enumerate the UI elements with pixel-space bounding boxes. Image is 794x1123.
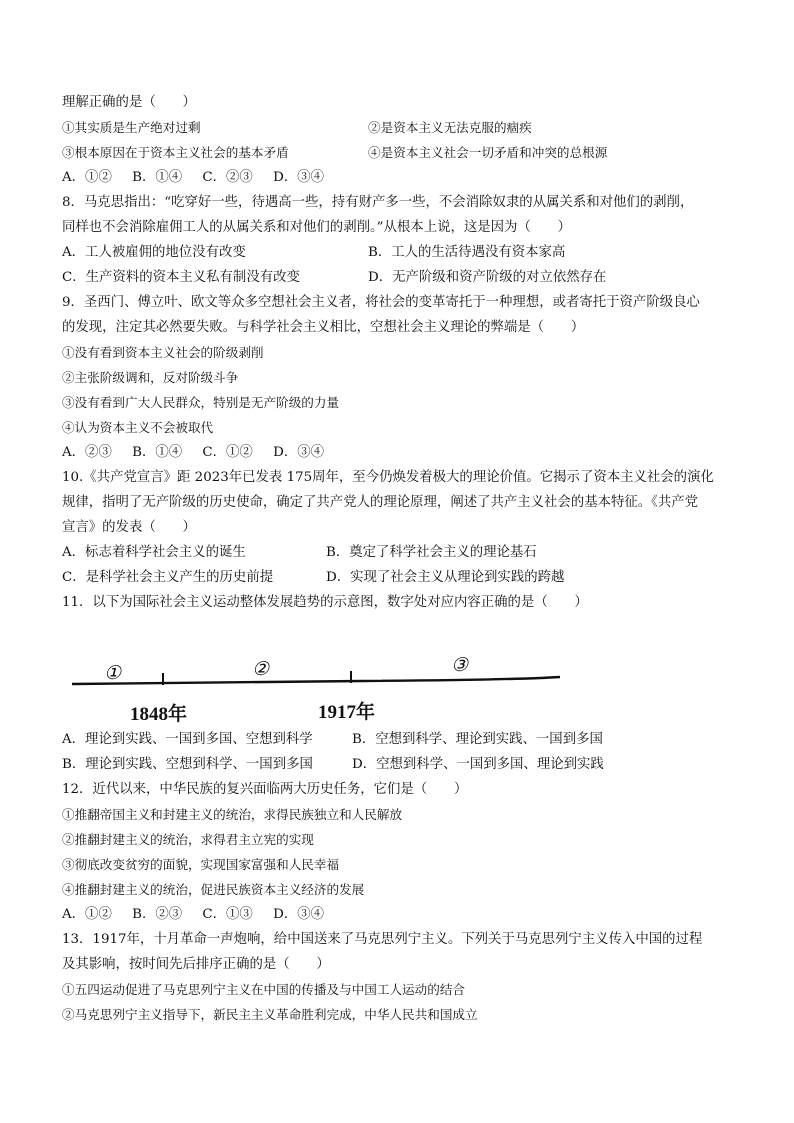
- q11-choices-row2: [62, 752, 734, 777]
- q9-statement-1: ①没有看到资本主义社会的阶级剥削: [62, 345, 264, 360]
- q12-statement-2: ②推翻封建主义的统治，求得君主立宪的实现: [62, 832, 314, 847]
- q9-statement-3: ③没有看到广大人民群众，特别是无产阶级的力量: [62, 395, 340, 410]
- q10-stem-line1: 10.《共产党宣言》距 2023年已发表 175周年，至今仍焕发着极大的理论价值。它揭示了资本主义社会的演化: [62, 470, 714, 485]
- q11-timeline-diagram: [62, 619, 734, 727]
- q7-stem-tail: 理解正确的是（ ）: [62, 95, 196, 110]
- q9-stem-line1: 9．圣西门、傅立叶、欧文等众多空想社会主义者，将社会的变革寄托于一种理想，或者寄托于资产阶级良心: [62, 295, 700, 310]
- q12-choice-b[interactable]: B．②③: [132, 907, 183, 922]
- q8-choices-row2: [62, 265, 734, 290]
- q7-statements-row1: [62, 115, 734, 140]
- timeline-label-2: ②: [252, 658, 270, 680]
- q8-choice-d[interactable]: D．无产阶级和资产阶级的对立依然存在: [368, 270, 607, 285]
- timeline-year-1917: 1917年: [318, 702, 376, 723]
- q9-statement-4: ④认为资本主义不会被取代: [62, 420, 214, 435]
- q9-choices: [62, 440, 734, 465]
- q12-statement-3: ③彻底改变贫穷的面貌，实现国家富强和人民幸福: [62, 857, 340, 872]
- q7-statement-3: ③根本原因在于资本主义社会的基本矛盾: [62, 145, 289, 160]
- q13-statement-2: ②马克思列宁主义指导下，新民主主义革命胜利完成，中华人民共和国成立: [62, 1007, 478, 1022]
- q7-choice-c[interactable]: C．②③: [202, 170, 253, 185]
- q7-statements-row2: [62, 140, 734, 165]
- q10-choice-d[interactable]: D．实现了社会主义从理论到实践的跨越: [326, 570, 565, 585]
- q7-statement-1: ①其实质是生产绝对过剩: [62, 120, 201, 135]
- q9-choice-c[interactable]: C．①②: [202, 445, 253, 460]
- q12-choice-d[interactable]: D．③④: [273, 907, 324, 922]
- q13-statement-1: ①五四运动促进了马克思列宁主义在中国的传播及与中国工人运动的结合: [62, 982, 465, 997]
- q13-stem-line2: 及其影响，按时间先后排序正确的是（ ）: [62, 957, 330, 972]
- timeline-year-1848: 1848年: [130, 704, 188, 725]
- q8-choices-row1: [62, 240, 734, 265]
- q7-statement-2: ②是资本主义无法克服的痼疾: [368, 120, 532, 135]
- q7-choice-b[interactable]: B．①④: [132, 170, 183, 185]
- timeline-axis-line: [72, 677, 560, 684]
- q9-choice-a[interactable]: A．②③: [62, 445, 112, 460]
- q10-stem-line3: 宣言》的发表（ ）: [62, 520, 196, 535]
- q11-choice-a[interactable]: A．理论到实践、一国到多国、空想到科学: [62, 732, 313, 747]
- q7-statement-4: ④是资本主义社会一切矛盾和冲突的总根源: [368, 145, 608, 160]
- q12-choices: [62, 902, 734, 927]
- q9-choice-d[interactable]: D．③④: [273, 445, 324, 460]
- timeline-label-3: ③: [451, 654, 469, 676]
- q7-choice-a[interactable]: A．①②: [62, 170, 112, 185]
- q9-choice-b[interactable]: B．①④: [132, 445, 183, 460]
- q10-choice-a[interactable]: A．标志着科学社会主义的诞生: [62, 545, 246, 560]
- q8-choice-c[interactable]: C．生产资料的资本主义私有制没有改变: [62, 270, 300, 285]
- q10-choice-b[interactable]: B．奠定了科学社会主义的理论基石: [326, 545, 537, 560]
- q12-statement-1: ①推翻帝国主义和封建主义的统治，求得民族独立和人民解放: [62, 807, 403, 822]
- q9-stem-line2: 的发现，注定其必然要失败。与科学社会主义相比，空想社会主义理论的弊端是（ ）: [62, 320, 585, 335]
- q12-choice-c[interactable]: C．①③: [202, 907, 253, 922]
- q12-choice-a[interactable]: A．①②: [62, 907, 112, 922]
- exam-page: [62, 90, 734, 1027]
- q11-choice-d[interactable]: D．空想到科学、一国到多国、理论到实践: [352, 757, 604, 772]
- q11-choice-c[interactable]: B．理论到实践、空想到科学、一国到多国: [62, 757, 313, 772]
- q11-choice-b[interactable]: B．空想到科学、理论到实践、一国到多国: [352, 732, 603, 747]
- timeline-label-1: ①: [104, 662, 122, 684]
- q12-statement-4: ④推翻封建主义的统治，促进民族资本主义经济的发展: [62, 882, 365, 897]
- q12-stem-line1: 12．近代以来，中华民族的复兴面临两大历史任务，它们是（ ）: [62, 782, 468, 797]
- q8-stem-line1: 8．马克思指出：“吃穿好一些，待遇高一些，持有财产多一些，不会消除奴隶的从属关系和对他们的剥削，: [62, 195, 694, 210]
- q10-choices-row1: [62, 540, 734, 565]
- q11-choices-row1: [62, 727, 734, 752]
- q7-choices: [62, 165, 734, 190]
- q11-stem-line1: 11．以下为国际社会主义运动整体发展趋势的示意图，数字处对应内容正确的是（ ）: [62, 595, 588, 610]
- q10-stem-line2: 规律，指明了无产阶级的历史使命，确定了共产党人的理论原理，阐述了共产主义社会的基本特征。《共产党: [62, 495, 699, 510]
- q8-choice-b[interactable]: B．工人的生活待遇没有资本家高: [368, 245, 566, 260]
- q8-stem-line2: 同样也不会消除雇佣工人的从属关系和对他们的剥削。”从根本上说，这是因为（ ）: [62, 220, 571, 235]
- q8-choice-a[interactable]: A．工人被雇佣的地位没有改变: [62, 245, 246, 260]
- q13-stem-line1: 13．1917年，十月革命一声炮响，给中国送来了马克思列宁主义。下列关于马克思列宁主义传入中国的过程: [62, 932, 703, 947]
- q9-statement-2: ②主张阶级调和，反对阶级斗争: [62, 370, 239, 385]
- q10-choice-c[interactable]: C．是科学社会主义产生的历史前提: [62, 570, 274, 585]
- q10-choices-row2: [62, 565, 734, 590]
- q7-choice-d[interactable]: D．③④: [273, 170, 324, 185]
